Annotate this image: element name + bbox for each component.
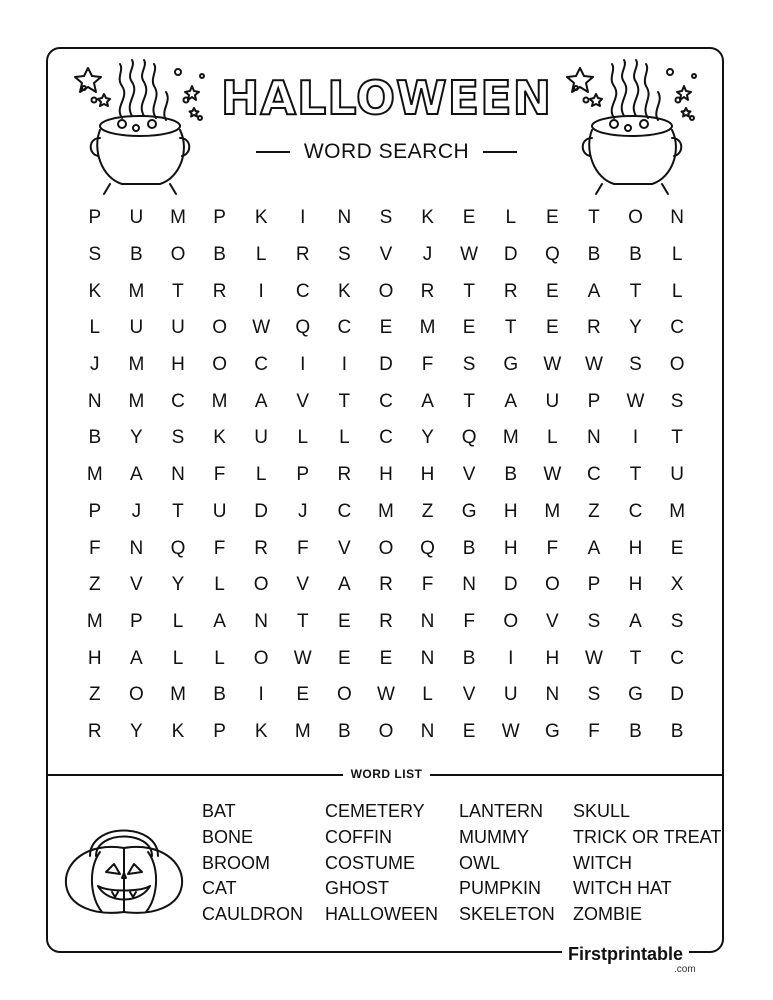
grid-letter: U xyxy=(212,500,227,522)
grid-letter: C xyxy=(379,427,393,449)
grid-letter: D xyxy=(503,244,518,266)
grid-letter: P xyxy=(587,574,601,596)
grid-letter: W xyxy=(584,647,603,669)
grid-letter: U xyxy=(503,684,518,706)
grid-letter: U xyxy=(129,317,144,339)
grid-letter: K xyxy=(421,207,434,229)
grid-letter: P xyxy=(130,610,143,632)
grid-letter: T xyxy=(172,280,184,302)
subtitle-rule-left xyxy=(256,151,290,153)
word-list-item: WITCH xyxy=(573,852,632,873)
grid-letter: W xyxy=(293,647,312,669)
word-list-column xyxy=(202,800,325,929)
grid-letter: K xyxy=(88,280,102,302)
grid-letter: D xyxy=(254,500,269,522)
grid-letter: W xyxy=(376,684,395,706)
grid-letter: K xyxy=(254,207,268,229)
grid-letter: M xyxy=(378,500,394,522)
grid-letter: A xyxy=(587,280,601,302)
grid-letter: C xyxy=(337,317,352,339)
grid-letter: N xyxy=(545,684,560,706)
grid-letter: M xyxy=(128,280,145,302)
grid-letter: S xyxy=(338,244,351,266)
word-list-item: HALLOWEEN xyxy=(325,904,439,925)
page-title: HALLOWEEN xyxy=(220,71,553,125)
grid-letter: B xyxy=(629,244,642,266)
grid-letter: O xyxy=(253,574,269,596)
grid-letter: C xyxy=(254,354,269,376)
grid-letter: V xyxy=(462,464,476,486)
grid-letter: L xyxy=(547,427,558,449)
grid-letter: S xyxy=(379,207,393,229)
grid-letter: N xyxy=(420,610,435,632)
grid-letter: E xyxy=(338,610,351,632)
grid-letter: S xyxy=(462,354,476,376)
grid-letter: K xyxy=(213,427,226,449)
word-list-item: CAULDRON xyxy=(202,904,304,925)
grid-letter: T xyxy=(629,647,642,669)
grid-letter: S xyxy=(629,354,642,376)
word-list-item: ZOMBIE xyxy=(573,904,643,925)
grid-letter: O xyxy=(336,684,352,706)
grid-letter: M xyxy=(128,354,145,376)
grid-letter: G xyxy=(544,720,560,742)
grid-letter: N xyxy=(87,390,102,412)
grid-letter: N xyxy=(337,207,352,229)
grid-letter: W xyxy=(543,464,562,486)
page-subtitle: WORD SEARCH xyxy=(303,140,470,163)
word-list-item: SKELETON xyxy=(459,904,555,925)
grid-letter: Y xyxy=(130,720,143,742)
grid-letter: E xyxy=(379,647,393,669)
word-list xyxy=(202,800,723,929)
grid-letter: P xyxy=(587,390,601,412)
grid-letter: R xyxy=(295,244,310,266)
grid-letter: K xyxy=(171,720,185,742)
grid-letter: S xyxy=(587,684,601,706)
word-list-item: OWL xyxy=(459,852,501,873)
word-list-heading xyxy=(0,765,773,783)
grid-letter: R xyxy=(254,537,269,559)
grid-letter: G xyxy=(461,500,477,522)
word-list-item: PUMPKIN xyxy=(459,878,542,899)
word-list-item: BAT xyxy=(202,801,236,821)
grid-letter: A xyxy=(587,537,601,559)
grid-letter: W xyxy=(460,244,479,266)
grid-letter: M xyxy=(86,464,103,486)
grid-letter: N xyxy=(420,647,435,669)
grid-letter: O xyxy=(212,354,227,376)
grid-letter: G xyxy=(503,354,519,376)
grid-letter: B xyxy=(504,464,518,486)
grid-letter: M xyxy=(211,390,228,412)
grid-letter: R xyxy=(587,317,601,339)
word-list-item: CAT xyxy=(202,878,237,899)
grid-letter: H xyxy=(628,537,643,559)
grid-letter: M xyxy=(86,610,103,632)
grid-letter: R xyxy=(503,280,518,302)
grid-letter: H xyxy=(379,464,393,486)
grid-letter: V xyxy=(296,390,310,412)
grid-letter: V xyxy=(130,574,143,596)
grid-letter: E xyxy=(545,317,559,339)
grid-letter: F xyxy=(463,610,475,632)
grid-letter: Z xyxy=(421,500,434,522)
grid-letter: A xyxy=(130,647,143,669)
grid-letter: T xyxy=(504,317,517,339)
grid-letter: M xyxy=(170,684,186,706)
grid-letter: V xyxy=(338,537,351,559)
grid-letter: L xyxy=(214,574,225,596)
grid-letter: A xyxy=(338,574,351,596)
grid-letter: V xyxy=(545,610,559,632)
grid-letter: Q xyxy=(170,537,186,559)
grid-letter: L xyxy=(255,464,267,486)
grid-letter: R xyxy=(420,280,435,302)
grid-letter: B xyxy=(130,244,143,266)
grid-letter: B xyxy=(462,647,476,669)
grid-letter: O xyxy=(544,574,560,596)
grid-letter: P xyxy=(88,500,102,522)
grid-letter: I xyxy=(341,354,347,376)
grid-letter: Q xyxy=(461,427,477,449)
grid-letter: L xyxy=(172,610,184,632)
grid-letter: N xyxy=(587,427,601,449)
grid-letter: U xyxy=(254,427,269,449)
grid-letter: H xyxy=(545,647,560,669)
word-list-item: COSTUME xyxy=(325,852,415,873)
grid-letter: H xyxy=(503,537,518,559)
grid-letter: I xyxy=(632,427,639,449)
grid-letter: A xyxy=(213,610,226,632)
word-list-item: SKULL xyxy=(573,801,631,821)
grid-letter: I xyxy=(300,354,306,376)
grid-letter: Y xyxy=(421,427,434,449)
grid-letter: O xyxy=(628,207,643,229)
grid-letter: S xyxy=(171,427,185,449)
word-list-item: BONE xyxy=(202,826,254,847)
grid-letter: F xyxy=(421,574,434,596)
grid-letter: T xyxy=(671,427,683,449)
grid-letter: A xyxy=(254,390,268,412)
grid-letter: J xyxy=(422,244,433,266)
grid-letter: F xyxy=(588,720,600,742)
word-list-label: WORD LIST xyxy=(343,767,431,781)
grid-letter: C xyxy=(628,500,643,522)
grid-letter: J xyxy=(90,354,100,376)
grid-letter: M xyxy=(294,720,311,742)
grid-letter: E xyxy=(670,537,684,559)
grid-letter: C xyxy=(295,280,310,302)
grid-letter: I xyxy=(258,280,264,302)
grid-letter: X xyxy=(670,574,684,596)
grid-letter: T xyxy=(629,280,642,302)
grid-letter: M xyxy=(170,207,186,229)
grid-letter: T xyxy=(463,280,475,302)
grid-letter: U xyxy=(171,317,185,339)
grid-letter: L xyxy=(339,427,350,449)
grid-letter: L xyxy=(89,317,101,339)
grid-letter: V xyxy=(379,244,393,266)
grid-letter: F xyxy=(546,537,559,559)
grid-letter: C xyxy=(670,647,684,669)
grid-letter: W xyxy=(252,317,271,339)
grid-letter: N xyxy=(420,720,435,742)
grid-letter: T xyxy=(588,207,600,229)
grid-letter: W xyxy=(626,390,645,412)
grid-letter: N xyxy=(462,574,476,596)
grid-letter: N xyxy=(670,207,684,229)
grid-letter: D xyxy=(379,354,393,376)
grid-letter: B xyxy=(88,427,102,449)
grid-letter: T xyxy=(629,464,642,486)
grid-letter: Y xyxy=(171,574,185,596)
grid-letter: O xyxy=(212,317,227,339)
grid-letter: R xyxy=(337,464,352,486)
word-list-item: GHOST xyxy=(325,878,390,899)
grid-letter: C xyxy=(587,464,601,486)
grid-letter: L xyxy=(255,244,267,266)
letter-grid xyxy=(74,200,698,750)
grid-letter: F xyxy=(296,537,309,559)
grid-letter: Q xyxy=(544,244,560,266)
grid-letter: N xyxy=(254,610,269,632)
grid-letter: H xyxy=(628,574,643,596)
grid-letter: M xyxy=(669,500,686,522)
grid-letter: B xyxy=(629,720,642,742)
grid-letter: O xyxy=(378,720,394,742)
grid-letter: E xyxy=(379,317,393,339)
grid-letter: Z xyxy=(588,500,600,522)
word-list-item: TRICK OR TREAT xyxy=(573,826,722,847)
grid-letter: T xyxy=(296,610,309,632)
grid-letter: N xyxy=(171,464,185,486)
grid-letter: O xyxy=(503,610,519,632)
grid-letter: M xyxy=(502,427,519,449)
grid-letter: O xyxy=(669,354,685,376)
grid-letter: R xyxy=(379,574,393,596)
grid-letter: E xyxy=(545,280,559,302)
grid-letter: B xyxy=(462,537,476,559)
grid-letter: E xyxy=(545,207,559,229)
grid-letter: O xyxy=(129,684,144,706)
grid-letter: B xyxy=(670,720,684,742)
grid-letter: Y xyxy=(629,317,642,339)
grid-letter: T xyxy=(463,390,475,412)
grid-letter: B xyxy=(213,244,226,266)
grid-letter: Y xyxy=(130,427,143,449)
grid-letter: B xyxy=(338,720,351,742)
grid-letter: J xyxy=(131,500,142,522)
grid-letter: C xyxy=(379,390,393,412)
grid-letter: A xyxy=(130,464,143,486)
word-list-item: BROOM xyxy=(202,852,271,873)
grid-letter: V xyxy=(296,574,310,596)
grid-letter: A xyxy=(421,390,434,412)
grid-letter: E xyxy=(462,720,476,742)
grid-letter: E xyxy=(296,684,310,706)
grid-letter: O xyxy=(378,280,394,302)
grid-letter: W xyxy=(543,354,562,376)
grid-letter: Q xyxy=(295,317,311,339)
grid-letter: C xyxy=(337,500,352,522)
word-list-item: CEMETERY xyxy=(325,801,425,821)
grid-letter: W xyxy=(501,720,520,742)
grid-letter: W xyxy=(584,354,603,376)
grid-letter: L xyxy=(297,427,309,449)
grid-letter: C xyxy=(171,390,185,412)
grid-letter: U xyxy=(129,207,144,229)
grid-letter: P xyxy=(213,720,226,742)
grid-letter: U xyxy=(545,390,560,412)
grid-letter: B xyxy=(213,684,226,706)
grid-letter: S xyxy=(587,610,601,632)
grid-letter: P xyxy=(88,207,102,229)
grid-letter: A xyxy=(629,610,642,632)
word-list-column xyxy=(325,800,459,929)
grid-letter: N xyxy=(129,537,144,559)
grid-letter: E xyxy=(338,647,351,669)
grid-letter: L xyxy=(172,647,184,669)
grid-letter: T xyxy=(172,500,184,522)
grid-letter: K xyxy=(338,280,351,302)
grid-letter: A xyxy=(504,390,518,412)
grid-letter: M xyxy=(419,317,436,339)
grid-letter: S xyxy=(88,244,102,266)
brand-domain: .com xyxy=(674,964,696,975)
word-list-column xyxy=(459,800,573,929)
grid-letter: C xyxy=(670,317,684,339)
grid-letter: O xyxy=(378,537,394,559)
grid-letter: D xyxy=(503,574,518,596)
grid-letter: L xyxy=(671,244,683,266)
grid-letter: H xyxy=(503,500,518,522)
grid-letter: R xyxy=(212,280,227,302)
grid-letter: G xyxy=(628,684,643,706)
grid-letter: F xyxy=(213,537,226,559)
word-list-item: COFFIN xyxy=(325,826,392,847)
grid-letter: H xyxy=(171,354,185,376)
grid-letter: Q xyxy=(420,537,435,559)
subtitle-row xyxy=(0,140,773,164)
grid-letter: V xyxy=(462,684,476,706)
grid-letter: O xyxy=(170,244,186,266)
grid-letter: I xyxy=(258,684,264,706)
grid-letter: L xyxy=(671,280,683,302)
grid-letter: T xyxy=(338,390,351,412)
grid-letter: Z xyxy=(88,684,101,706)
grid-letter: L xyxy=(505,207,517,229)
subtitle-rule-right xyxy=(483,151,517,153)
grid-letter: E xyxy=(462,207,476,229)
word-list-item: LANTERN xyxy=(459,801,544,821)
grid-letter: F xyxy=(421,354,434,376)
grid-letter: P xyxy=(296,464,310,486)
grid-letter: F xyxy=(213,464,226,486)
jack-o-lantern-bucket-icon xyxy=(60,812,188,918)
word-list-column xyxy=(573,800,723,929)
grid-letter: B xyxy=(587,244,601,266)
grid-letter: M xyxy=(544,500,561,522)
grid-letter: L xyxy=(422,684,433,706)
grid-letter: M xyxy=(128,390,145,412)
grid-letter: D xyxy=(670,684,684,706)
grid-letter: P xyxy=(213,207,226,229)
grid-letter: F xyxy=(88,537,101,559)
grid-letter: R xyxy=(379,610,393,632)
grid-letter: O xyxy=(253,647,269,669)
word-list-item: MUMMY xyxy=(459,826,529,847)
grid-letter: J xyxy=(298,500,308,522)
grid-letter: U xyxy=(670,464,684,486)
grid-letter: S xyxy=(670,390,684,412)
grid-letter: I xyxy=(300,207,306,229)
grid-letter: H xyxy=(420,464,435,486)
grid-letter: Z xyxy=(88,574,101,596)
grid-letter: L xyxy=(214,647,225,669)
grid-letter: K xyxy=(254,720,268,742)
grid-letter: I xyxy=(508,647,514,669)
brand-logo: Firstprintable xyxy=(562,943,689,965)
grid-letter: H xyxy=(87,647,102,669)
grid-letter: E xyxy=(462,317,476,339)
grid-letter: R xyxy=(87,720,102,742)
grid-letter: S xyxy=(670,610,684,632)
word-list-item: WITCH HAT xyxy=(573,878,672,899)
